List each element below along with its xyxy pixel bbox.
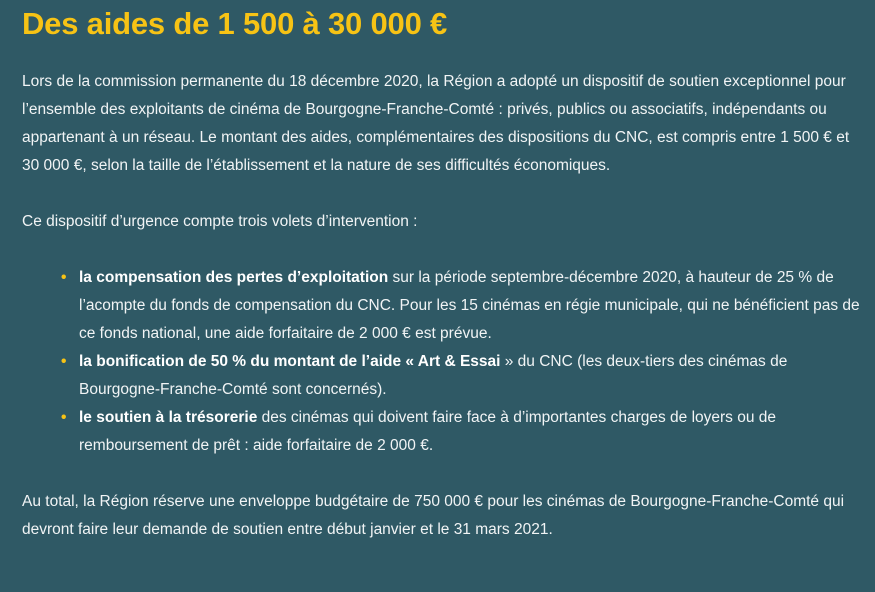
list-item-bold-text: la bonification de 50 % du montant de l’aide « Art & Essai xyxy=(79,353,501,370)
measures-list xyxy=(22,264,861,460)
list-item-bold-text: la compensation des pertes d’exploitation xyxy=(79,269,389,286)
list-item-rest-text: des cinémas qui doivent faire face à d’importantes charges de loyers ou de remboursement de prêt : aide forfaitaire de 2 000 €. xyxy=(79,409,777,454)
list-item-rest-text: » du CNC (les deux-tiers des cinémas de Bourgogne-Franche-Comté sont concernés). xyxy=(79,353,788,398)
intro-paragraph: Lors de la commission permanente du 18 décembre 2020, la Région a adopté un dispositif de soutien exceptionnel pour l’ensemble des exploitants de cinéma de Bourgogne-Franche-Comté : privés, publics ou associatifs, indépendants ou appartenant à un réseau. Le montant des aides, complémentaires des dispositions du CNC, est compris entre 1 500 € et 30 000 €, selon la taille de l’établissement et la nature de ses difficultés économiques. xyxy=(22,73,850,174)
bullet-icon: • xyxy=(61,353,67,370)
list-item-text xyxy=(62,404,861,460)
measures-intro-paragraph: Ce dispositif d’urgence compte trois volets d’intervention : xyxy=(22,213,418,230)
list-item xyxy=(62,404,861,460)
list-item-text xyxy=(62,264,861,348)
list-item-rest-text: sur la période septembre-décembre 2020, à hauteur de 25 % de l’acompte du fonds de compensation du CNC. Pour les 15 cinémas en régie municipale, qui ne bénéficient pas de ce fonds national, une aide forfaitaire de 2 000 € est prévue. xyxy=(79,269,860,342)
bullet-icon: • xyxy=(61,269,67,286)
list-item-text xyxy=(62,348,861,404)
list-item xyxy=(62,264,861,348)
bullet-icon: • xyxy=(61,409,67,426)
section-title: Des aides de 1 500 à 30 000 € xyxy=(22,6,448,41)
budget-paragraph: Au total, la Région réserve une enveloppe budgétaire de 750 000 € pour les cinémas de Bourgogne-Franche-Comté qui devront faire leur demande de soutien entre début janvier et le 31 mars 2021. xyxy=(22,493,845,538)
list-item-bold-text: le soutien à la trésorerie xyxy=(79,409,258,426)
list-item xyxy=(62,348,861,404)
